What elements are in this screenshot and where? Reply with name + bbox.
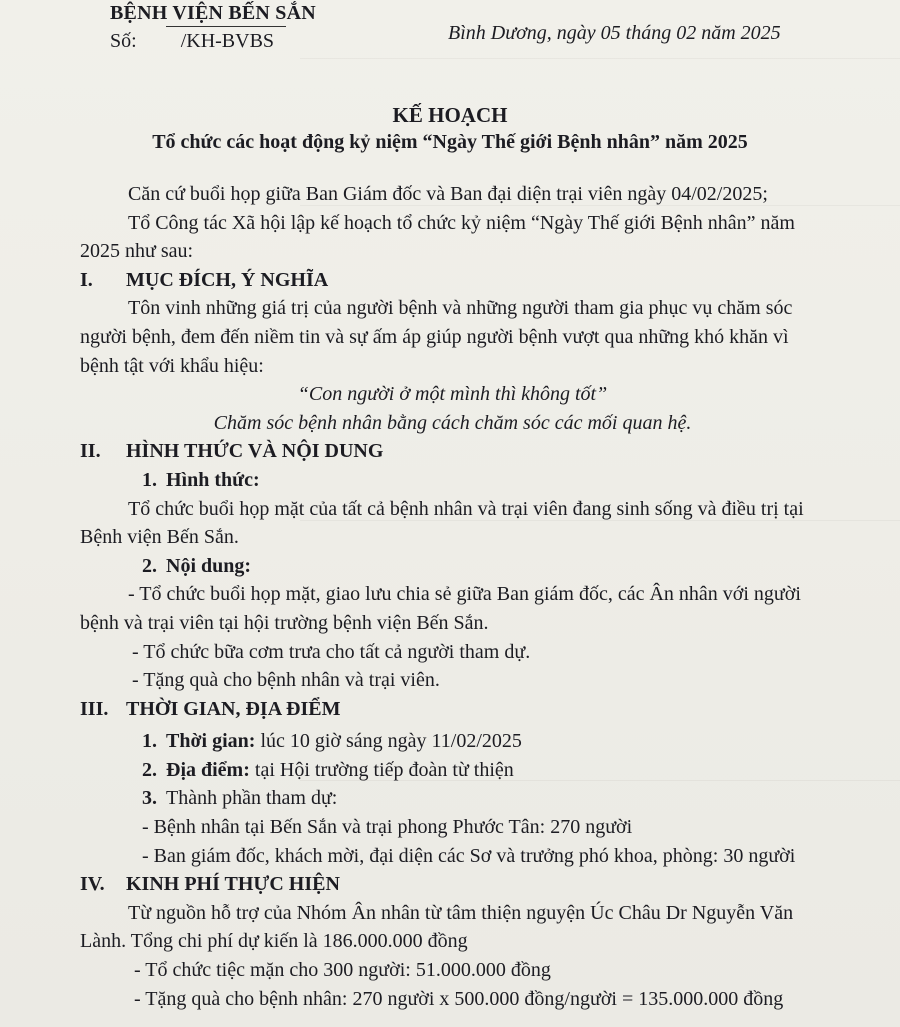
list-item: - Ban giám đốc, khách mời, đại diện các Sơ và trưởng phó khoa, phòng: 30 người	[142, 844, 796, 867]
slogan-line: Chăm sóc bệnh nhân bằng cách chăm sóc các mối quan hệ.	[213, 411, 692, 434]
event-time: 1. Thời gian: lúc 10 giờ sáng ngày 11/02/2025	[142, 730, 522, 753]
document-number	[110, 28, 316, 54]
list-item: - Bệnh nhân tại Bến Sắn và trại phong Phước Tân: 270 người	[142, 816, 633, 839]
bleed-through-line	[300, 58, 900, 59]
section-paragraph: Tôn vinh những giá trị của người bệnh và những người tham gia phục vụ chăm sóc người bệnh, đem đến niềm tin và sự ấm áp giúp người bệnh vượt qua những khó khăn vì bệnh tật với khẩu hiệu:	[80, 297, 793, 377]
document-header-left	[110, 0, 316, 54]
list-item: - Tổ chức bữa cơm trưa cho tất cả người tham dự.	[132, 640, 531, 663]
section-paragraph: Từ nguồn hỗ trợ của Nhóm Ân nhân từ tâm thiện nguyện Úc Châu Dr Nguyễn Văn Lành. Tổng chi phí dự kiến là 186.000.000 đồng	[80, 901, 794, 953]
section-heading: II. HÌNH THỨC VÀ NỘI DUNG	[80, 440, 384, 463]
document-number-prefix: Số:	[110, 30, 137, 52]
list-item: - Tặng quà cho bệnh nhân: 270 người x 500.000 đồng/người = 135.000.000 đồng	[134, 987, 784, 1010]
section-heading: IV. KINH PHÍ THỰC HIỆN	[80, 873, 340, 896]
section-heading: I. MỤC ĐÍCH, Ý NGHĨA	[80, 268, 329, 291]
document-body	[80, 180, 825, 1013]
participants-label: 3. Thành phần tham dự:	[142, 787, 338, 810]
event-place: 2. Địa điểm: tại Hội trường tiếp đoàn từ thiện	[142, 758, 514, 781]
slogan-line: “Con người ở một mình thì không tốt”	[297, 383, 608, 406]
organization-name: BỆNH VIỆN BẾN SẮN	[110, 2, 316, 24]
document-title: KẾ HOẠCH	[392, 103, 508, 127]
document-subtitle: Tổ chức các hoạt động kỷ niệm “Ngày Thế giới Bệnh nhân” năm 2025	[152, 131, 748, 153]
list-item: - Tặng quà cho bệnh nhân và trại viên.	[132, 669, 440, 692]
list-item: - Tổ chức buổi họp mặt, giao lưu chia sẻ giữa Ban giám đốc, các Ân nhân với người bệnh và trại viên tại hội trường bệnh viện Bến Sắn.	[80, 583, 801, 634]
subsection-heading: 1. Hình thức:	[142, 468, 260, 491]
place-and-date: Bình Dương, ngày 05 tháng 02 năm 2025	[448, 22, 781, 44]
document-number-suffix: /KH-BVBS	[180, 30, 275, 52]
intro-paragraph: Tổ Công tác Xã hội lập kế hoạch tổ chức kỷ niệm “Ngày Thế giới Bệnh nhân” năm 2025 như sau:	[80, 211, 795, 263]
section-paragraph: Tổ chức buổi họp mặt của tất cả bệnh nhân và trại viên đang sinh sống và điều trị tại Bệnh viện Bến Sắn.	[80, 497, 804, 549]
subsection-heading: 2. Nội dung:	[142, 554, 252, 577]
header-underline	[166, 26, 286, 27]
list-item: - Tổ chức tiệc mặn cho 300 người: 51.000.000 đồng	[134, 959, 551, 982]
intro-paragraph: Căn cứ buổi họp giữa Ban Giám đốc và Ban đại diện trại viên ngày 04/02/2025;	[128, 183, 768, 205]
section-heading: III. THỜI GIAN, ĐỊA ĐIỂM	[80, 697, 341, 720]
